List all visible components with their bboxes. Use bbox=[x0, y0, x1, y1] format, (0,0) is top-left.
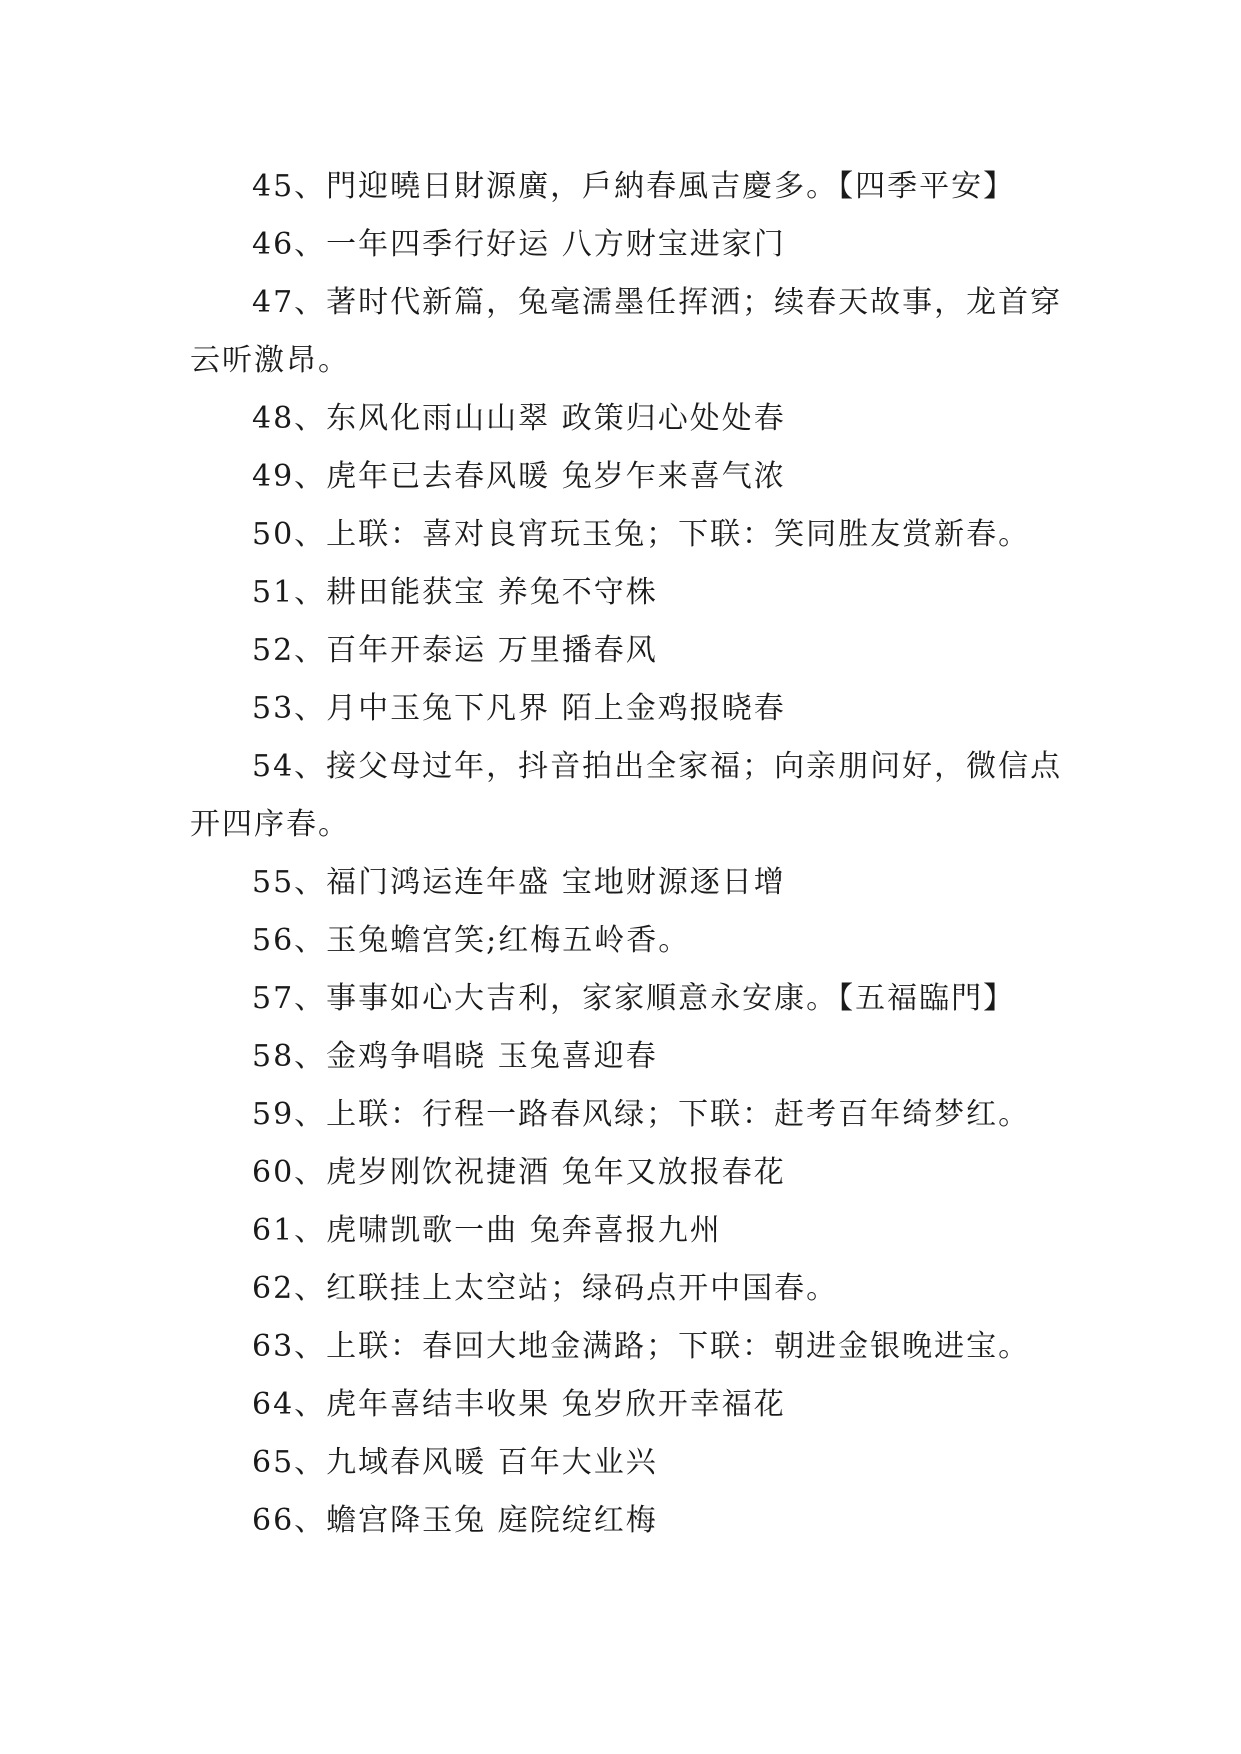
list-item: 66、蟾宫降玉兔 庭院绽红梅 bbox=[252, 1503, 658, 1538]
list-item: 56、玉兔蟾宫笑;红梅五岭香。 bbox=[252, 923, 691, 958]
list-item: 62、红联挂上太空站；绿码点开中国春。 bbox=[252, 1271, 839, 1306]
list-item: 63、上联：春回大地金满路；下联：朝进金银晚进宝。 bbox=[252, 1329, 1031, 1364]
list-item: 58、金鸡争唱晓 玉兔喜迎春 bbox=[252, 1039, 658, 1074]
list-item: 49、虎年已去春风暖 兔岁乍来喜气浓 bbox=[252, 459, 786, 494]
list-item: 48、东风化雨山山翠 政策归心处处春 bbox=[252, 401, 786, 436]
list-item: 47、著时代新篇，兔毫濡墨任挥洒；续春天故事，龙首穿云听激昂。 bbox=[190, 285, 1063, 378]
couplet-list bbox=[190, 158, 1070, 1550]
list-item: 46、一年四季行好运 八方财宝进家门 bbox=[252, 227, 786, 262]
list-item: 57、事事如心大吉利，家家順意永安康。【五福臨門】 bbox=[252, 981, 1016, 1016]
list-item: 45、門迎曉日財源廣，戶納春風吉慶多。【四季平安】 bbox=[252, 169, 1016, 204]
list-item: 60、虎岁刚饮祝捷酒 兔年又放报春花 bbox=[252, 1155, 786, 1190]
list-item: 54、接父母过年，抖音拍出全家福；向亲朋问好，微信点开四序春。 bbox=[190, 749, 1063, 842]
list-item: 65、九域春风暖 百年大业兴 bbox=[252, 1445, 658, 1480]
list-item: 64、虎年喜结丰收果 兔岁欣开幸福花 bbox=[252, 1387, 786, 1422]
list-item: 59、上联：行程一路春风绿；下联：赶考百年绮梦红。 bbox=[252, 1097, 1031, 1132]
list-item: 51、耕田能获宝 养兔不守株 bbox=[252, 575, 658, 610]
list-item: 53、月中玉兔下凡界 陌上金鸡报晓春 bbox=[252, 691, 786, 726]
list-item: 61、虎啸凯歌一曲 兔奔喜报九州 bbox=[252, 1213, 722, 1248]
list-item: 52、百年开泰运 万里播春风 bbox=[252, 633, 658, 668]
list-item: 50、上联：喜对良宵玩玉兔；下联：笑同胜友赏新春。 bbox=[252, 517, 1031, 552]
list-item: 55、福门鸿运连年盛 宝地财源逐日增 bbox=[252, 865, 786, 900]
